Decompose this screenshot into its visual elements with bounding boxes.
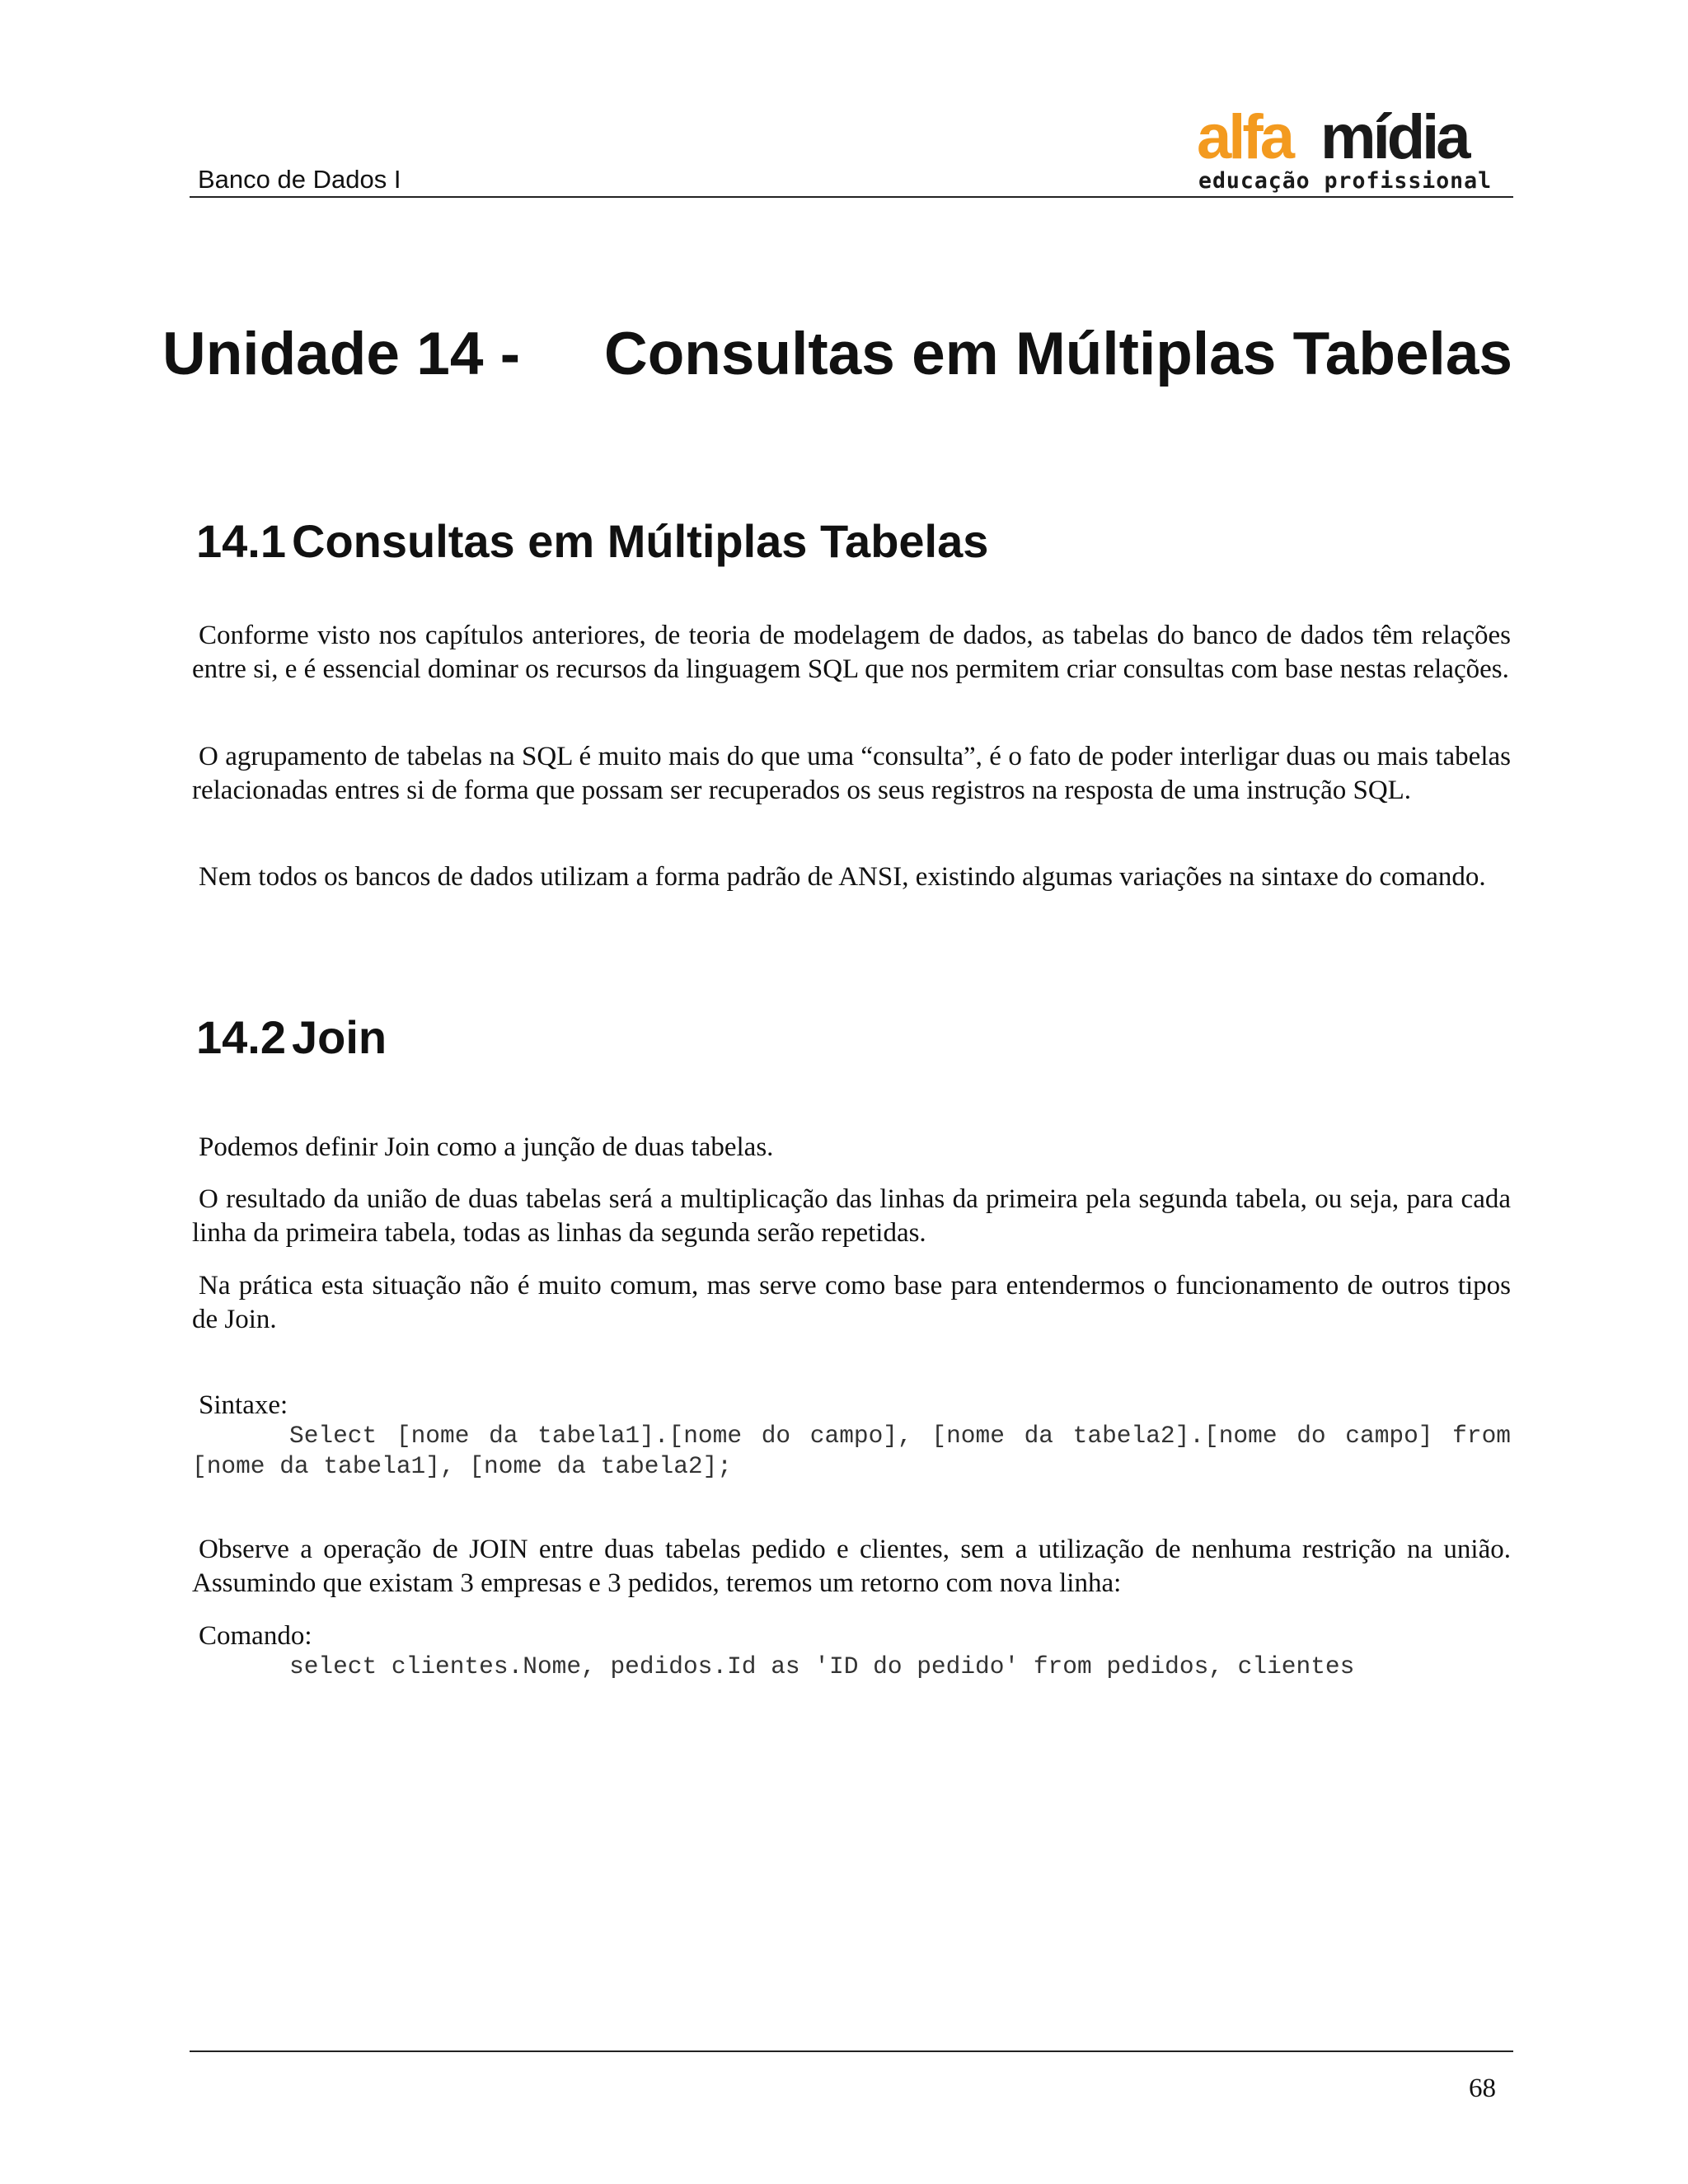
- unit-number: Unidade 14 -: [162, 321, 521, 387]
- paragraph: Conforme visto nos capítulos anteriores, de teoria de modelagem de dados, as tabelas do banco de dados têm relações entre si, e é essencial dominar os recursos da linguagem SQL que nos permitem criar consultas com base nestas relações.: [192, 621, 1511, 684]
- alfamidia-logo: [1197, 105, 1513, 196]
- logo-word-alfa: alfa: [1197, 105, 1292, 172]
- section-heading-14-2: [196, 1009, 387, 1066]
- paragraph: O agrupamento de tabelas na SQL é muito mais do que uma “consulta”, é o fato de poder interligar duas ou mais tabelas relacionadas entres si de forma que possam ser recuperados os seus registros na resposta de uma instrução SQL.: [192, 742, 1511, 805]
- logo-word-midia: mídia: [1320, 105, 1468, 172]
- paragraph: Nem todos os bancos de dados utilizam a forma padrão de ANSI, existindo algumas variações na sintaxe do comando.: [199, 862, 1486, 892]
- footer-divider: [190, 2050, 1513, 2052]
- command-label: Comando:: [199, 1621, 312, 1651]
- unit-heading: [162, 317, 1516, 391]
- paragraph: Podemos definir Join como a junção de duas tabelas.: [199, 1132, 774, 1162]
- header-divider: [190, 196, 1513, 198]
- section-number: 14.2: [196, 1011, 286, 1063]
- section-heading-14-1: [196, 513, 988, 570]
- paragraph: O resultado da união de duas tabelas será a multiplicação das linhas da primeira pela segunda tabela, ou seja, para cada linha da primeira tabela, todas as linhas da segunda serão repetidas.: [192, 1184, 1511, 1248]
- logo-tagline: educação profissional: [1198, 168, 1493, 194]
- syntax-code-block: Select [nome da tabela1].[nome do campo], [nome da tabela2].[nome do campo] from [nome da tabela1], [nome da tabela2];: [192, 1422, 1511, 1480]
- section-title: Consultas em Múltiplas Tabelas: [292, 515, 989, 567]
- unit-title: Consultas em Múltiplas Tabelas: [604, 321, 1513, 387]
- section-title: Join: [292, 1011, 387, 1063]
- paragraph: Na prática esta situação não é muito comum, mas serve como base para entendermos o funcionamento de outros tipos de Join.: [192, 1271, 1511, 1334]
- command-code-block: select clientes.Nome, pedidos.Id as 'ID do pedido' from pedidos, clientes: [289, 1652, 1355, 1680]
- paragraph: Observe a operação de JOIN entre duas tabelas pedido e clientes, sem a utilização de nenhuma restrição na união. Assumindo que existam 3 empresas e 3 pedidos, teremos um retorno com nova linha:: [192, 1535, 1511, 1598]
- section-number: 14.1: [196, 515, 286, 567]
- page-number: 68: [1469, 2074, 1496, 2103]
- header-title: Banco de Dados I: [198, 165, 401, 194]
- syntax-label: Sintaxe:: [199, 1390, 288, 1420]
